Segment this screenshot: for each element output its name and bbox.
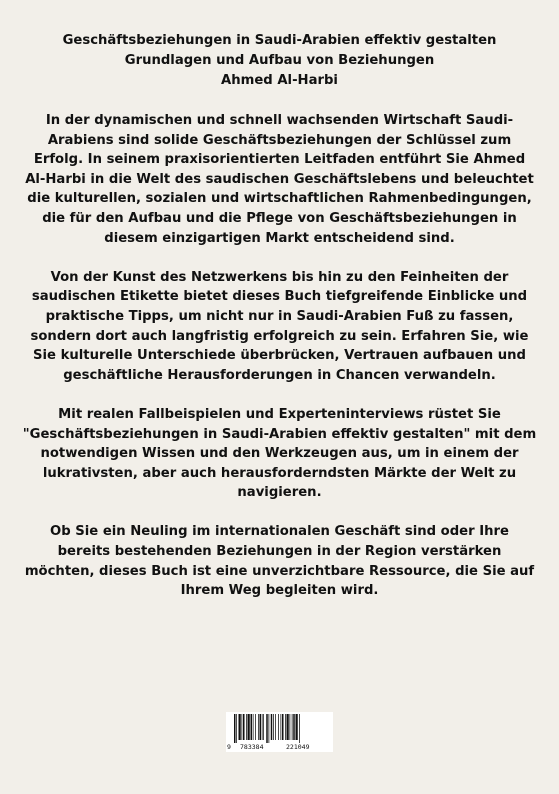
book-subtitle: Grundlagen und Aufbau von Beziehungen bbox=[124, 53, 435, 68]
book-title: Geschäftsbeziehungen in Saudi-Arabien effektiv gestalten bbox=[62, 33, 497, 48]
isbn-barcode bbox=[226, 712, 333, 752]
book-author: Ahmed Al-Harbi bbox=[221, 73, 338, 88]
barcode-digits bbox=[226, 743, 333, 752]
blurb-paragraph-2: Von der Kunst des Netzwerkens bis hin zu den Feinheiten der saudischen Etikette bietet dieses Buch tiefgreifende Einblicke und praktische Tipps, um nicht nur in Saudi-Arabien Fuß zu fassen, sondern dort auch langfristig erfolgreich zu sein. Erfahren Sie, wie Sie kulturelle Unterschiede überbrücken, Vertrauen aufbauen und geschäftliche Herausforderungen in Chancen verwandeln. bbox=[30, 269, 529, 383]
blurb-paragraph-4: Ob Sie ein Neuling im internationalen Geschäft sind oder Ihre bereits bestehenden Beziehungen in der Region verstärken möchten, dieses Buch ist eine unverzichtbare Ressource, die Sie auf Ihrem Weg begleiten wird. bbox=[24, 524, 535, 599]
barcode-digits-right: 221049 bbox=[286, 743, 310, 751]
barcode-digits-left: 783384 bbox=[240, 743, 264, 751]
barcode-prefix-digit: 9 bbox=[227, 743, 231, 751]
blurb bbox=[22, 111, 537, 620]
blurb-paragraph-1: In der dynamischen und schnell wachsenden Wirtschaft Saudi-Arabiens sind solide Geschäftsbeziehungen der Schlüssel zum Erfolg. In seinem praxisorientierten Leitfaden entführt Sie Ahmed Al-Harbi in die Welt des saudischen Geschäftslebens und beleuchtet die kulturellen, sozialen und wirtschaftlichen Rahmenbedingungen, die für den Aufbau und die Pflege von Geschäftsbeziehungen in diesem einzigartigen Markt entscheidend sind. bbox=[25, 113, 534, 246]
blurb-paragraph-3: Mit realen Fallbeispielen und Experteninterviews rüstet Sie "Geschäftsbeziehungen in Saudi-Arabien effektiv gestalten" mit dem notwendigen Wissen und den Werkzeugen aus, um in einem der lukrativsten, aber auch herausforderndsten Märkte der Welt zu navigieren. bbox=[22, 406, 537, 501]
barcode-bars bbox=[226, 712, 333, 743]
cover-header bbox=[20, 31, 539, 91]
